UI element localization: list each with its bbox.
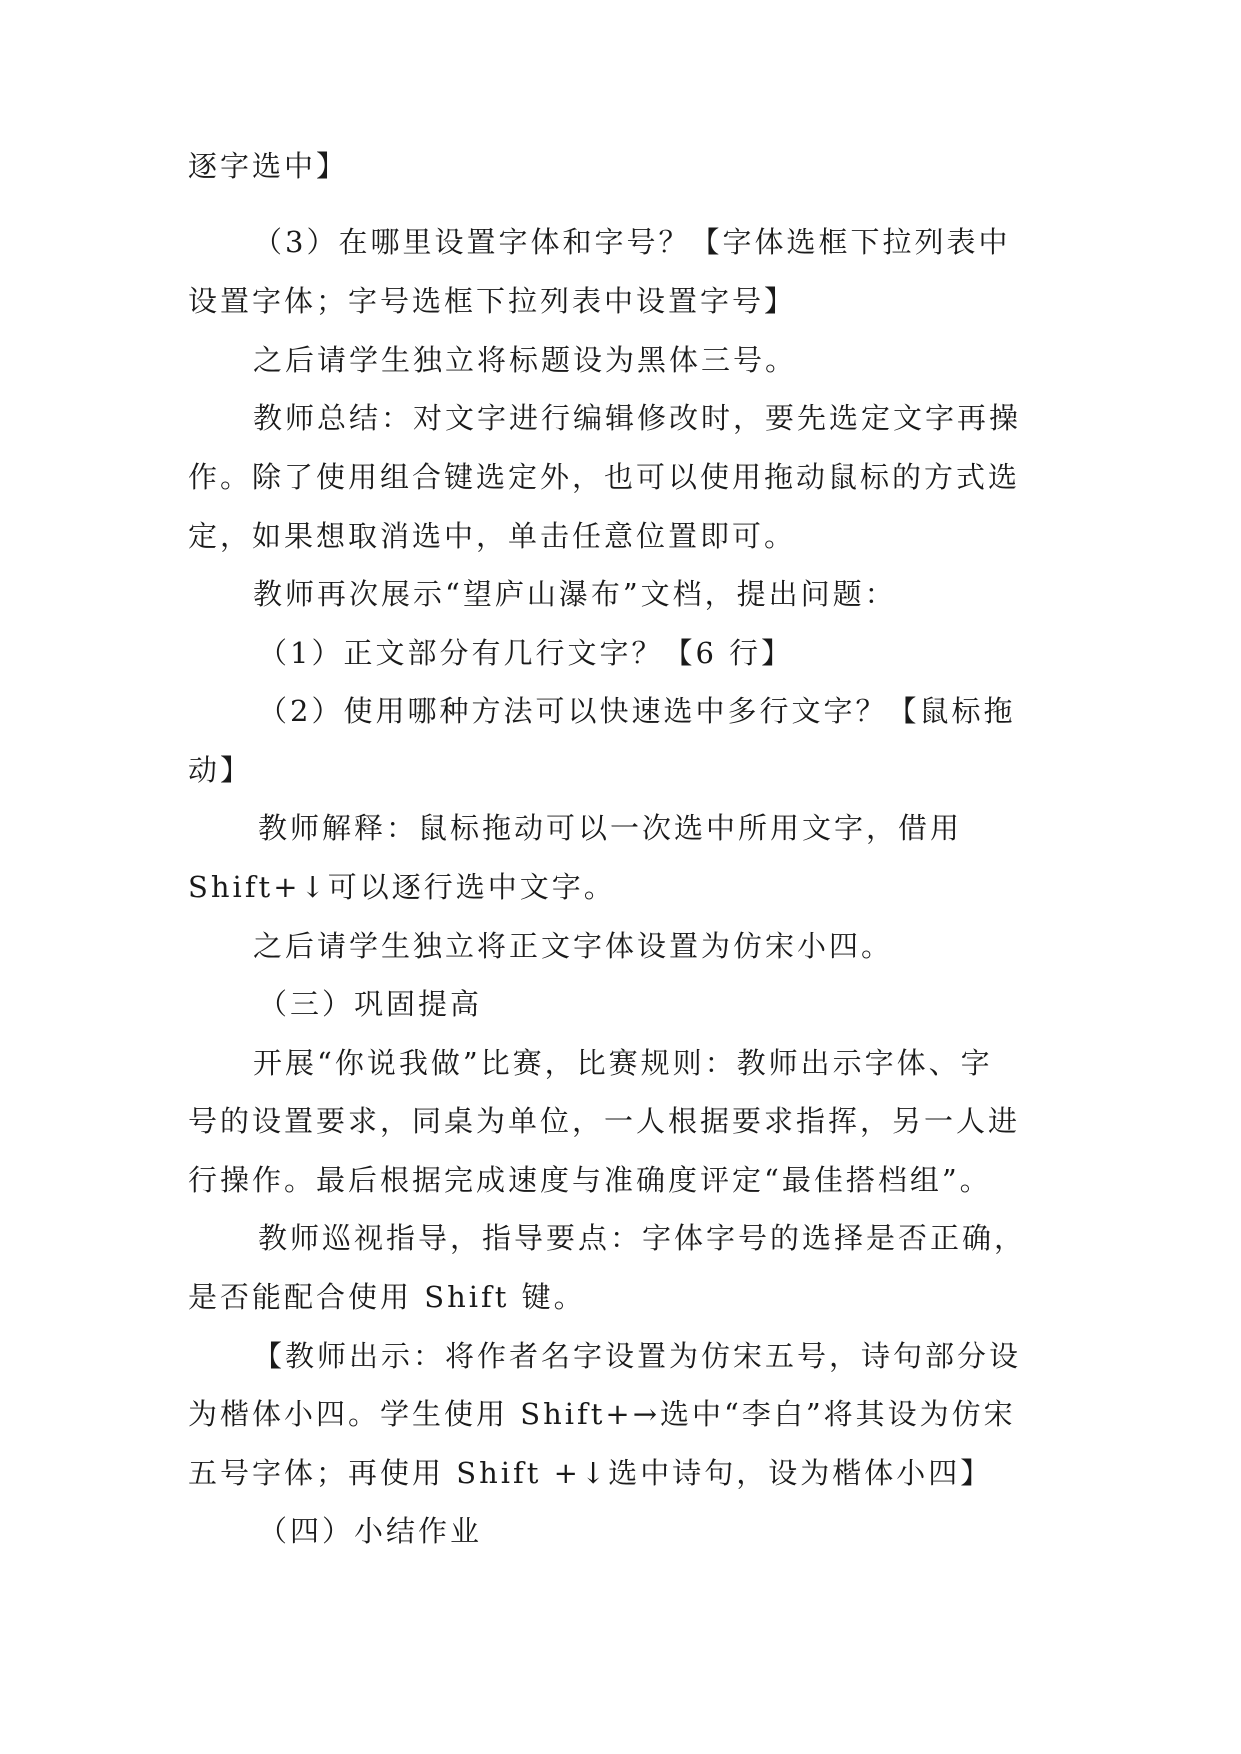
- text-line: 开展“你说我做”比赛，比赛规则：教师出示字体、字: [253, 1046, 993, 1080]
- text-line: 教师再次展示“望庐山瀑布”文档，提出问题：: [253, 577, 897, 611]
- text-line: 之后请学生独立将标题设为黑体三号。: [253, 343, 798, 377]
- text-line: 五号字体；再使用 Shift +↓选中诗句，设为楷体小四】: [188, 1456, 993, 1490]
- text-line: 为楷体小四。学生使用 Shift+→选中“李白”将其设为仿宋: [188, 1397, 1016, 1431]
- text-line: （1）正文部分有几行文字？【6 行】: [258, 636, 794, 670]
- text-line: 定，如果想取消选中，单击任意位置即可。: [188, 519, 797, 553]
- text-line: 是否能配合使用 Shift 键。: [188, 1280, 586, 1314]
- text-line: 之后请学生独立将正文字体设置为仿宋小四。: [253, 929, 894, 963]
- section-heading: （四）小结作业: [258, 1514, 483, 1548]
- text-line: 教师解释：鼠标拖动可以一次选中所用文字，借用: [258, 811, 963, 845]
- text-line: 教师总结：对文字进行编辑修改时，要先选定文字再操: [253, 401, 1022, 435]
- text-line: Shift+↓可以逐行选中文字。: [188, 870, 616, 904]
- text-line: 动】: [188, 753, 253, 787]
- text-line: 【教师出示：将作者名字设置为仿宋五号，诗句部分设: [253, 1339, 1022, 1373]
- text-line: 逐字选中】: [188, 149, 349, 183]
- text-line: 号的设置要求，同桌为单位，一人根据要求指挥，另一人进: [188, 1104, 1021, 1138]
- text-line: 设置字体；字号选框下拉列表中设置字号】: [188, 284, 797, 318]
- text-line: 行操作。最后根据完成速度与准确度评定“最佳搭档组”。: [188, 1163, 992, 1197]
- text-line: （2）使用哪种方法可以快速选中多行文字？【鼠标拖: [258, 694, 1016, 728]
- text-line: 作。除了使用组合键选定外，也可以使用拖动鼠标的方式选: [188, 460, 1021, 494]
- section-heading: （三）巩固提高: [258, 987, 483, 1021]
- text-line: （3）在哪里设置字体和字号？【字体选框下拉列表中: [253, 225, 1011, 259]
- text-line: 教师巡视指导，指导要点：字体字号的选择是否正确，: [258, 1221, 1027, 1255]
